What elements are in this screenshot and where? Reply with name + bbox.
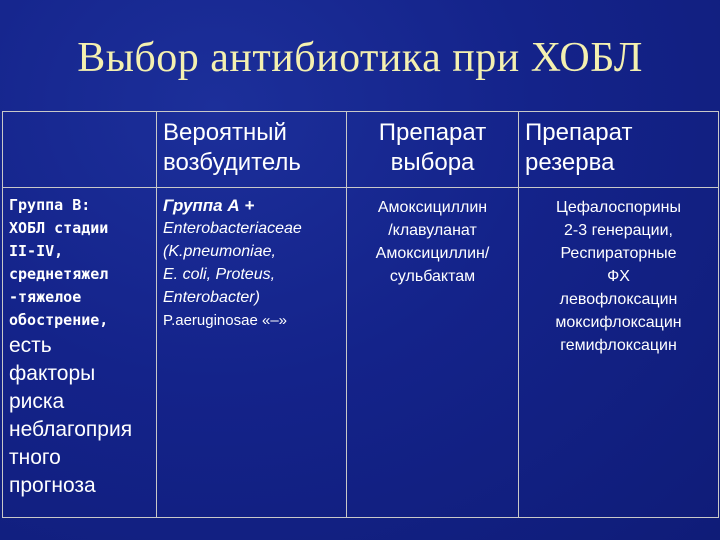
reserve-line: Респираторные [560,245,677,262]
group-line: риска [9,390,65,413]
group-line: прогноза [9,474,96,497]
header-empty-cell [3,112,157,188]
pathogen-cell [157,188,347,518]
pathogen-line: Enterobacteriaceae [163,220,302,237]
slide-title: Выбор антибиотика при ХОБЛ [77,35,643,81]
group-line: обострение, [9,311,109,329]
reserve-line: моксифлоксацин [555,314,682,331]
choice-line: сульбактам [389,268,476,285]
header-reserve-text: Препарат резерва [525,119,633,176]
header-choice [347,112,519,188]
group-line: ХОБЛ стадии [9,219,109,237]
pathogen-last-line: P.aeruginosae «–» [163,312,287,329]
choice-cell [347,188,519,518]
pathogen-title: Группа А + [163,196,255,215]
choice-line: /клавуланат [388,222,477,239]
reserve-line: 2-3 генерации, [564,222,673,239]
header-reserve [519,112,719,188]
group-line: среднетяжел [9,265,109,283]
reserve-line: ФХ [607,268,630,285]
patient-group-cell [3,188,157,518]
group-line: II-IV, [9,242,64,260]
choice-line: Амоксициллин/ [375,245,490,262]
reserve-line: левофлоксацин [559,291,678,308]
header-choice-text: Препарат выбора [378,119,487,176]
header-pathogen-text: Вероятный возбудитель [163,119,301,176]
choice-line: Амоксициллин [377,199,488,216]
reserve-cell [519,188,719,518]
group-line: неблагоприя [9,418,133,441]
group-line: Группа В: [9,196,91,214]
group-line: тного [9,446,61,469]
pathogen-line: (K.pneumoniae, [163,243,276,260]
antibiotic-table [2,111,719,518]
pathogen-line: E. coli, Proteus, [163,266,276,283]
header-row [3,112,719,188]
group-line: факторы [9,362,96,385]
reserve-line: гемифлоксацин [560,337,677,354]
pathogen-line: Enterobacter) [163,289,260,306]
group-b-row [3,188,719,518]
reserve-line: Цефалоспорины [556,199,681,216]
group-line: есть [9,334,52,357]
header-pathogen [157,112,347,188]
group-line: -тяжелое [9,288,82,306]
